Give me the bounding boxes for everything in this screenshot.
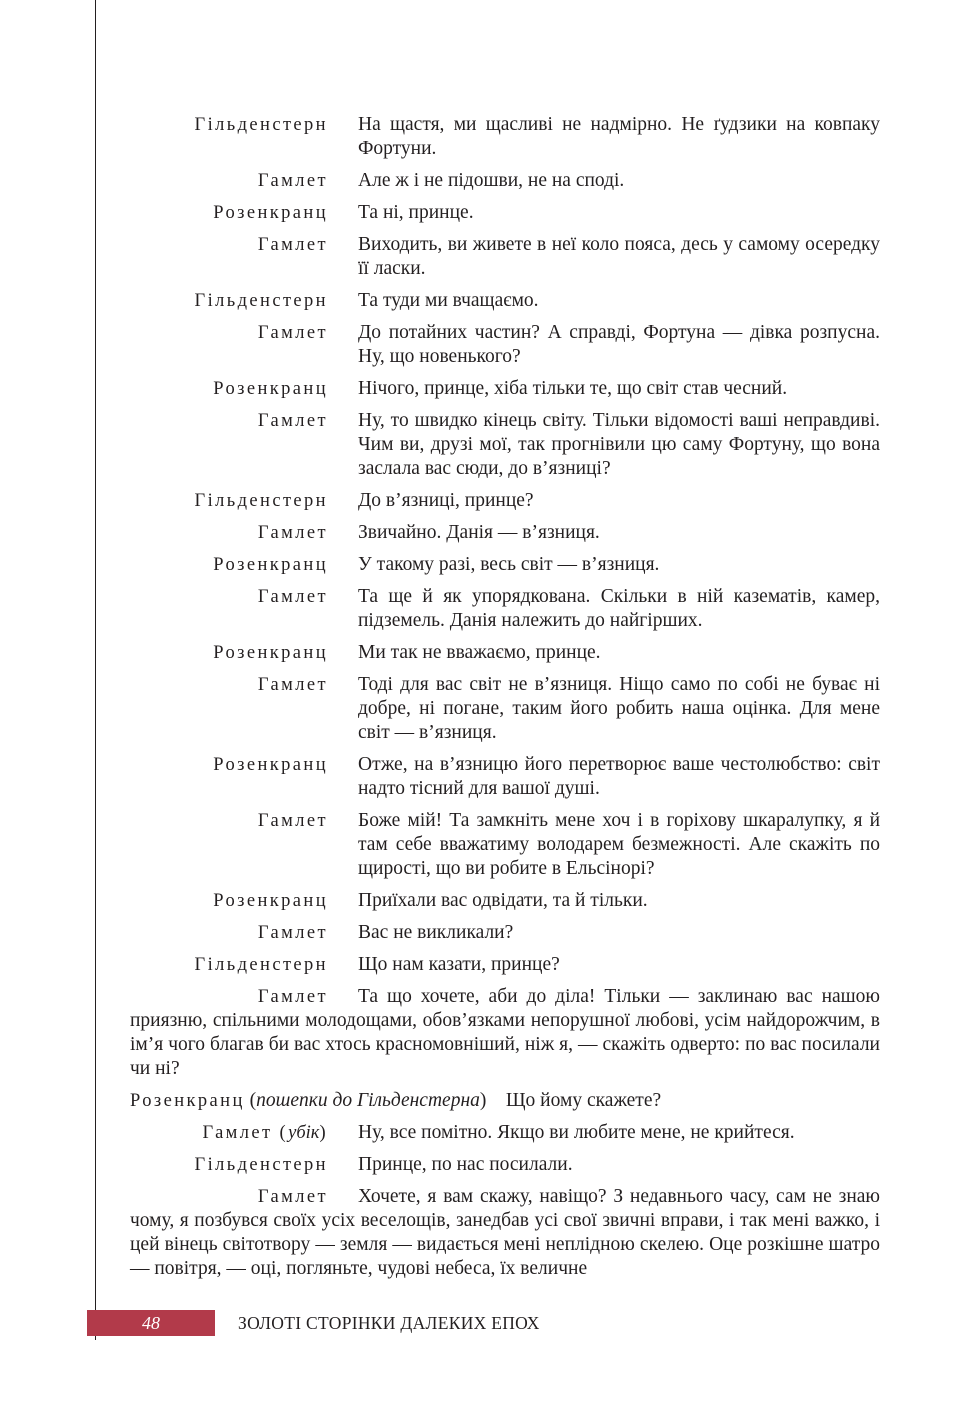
- speaker-name: Розенкранц: [213, 643, 328, 663]
- dialogue-row: [130, 921, 880, 945]
- speaker-name: Гамлет: [257, 675, 328, 695]
- dialogue-row: [130, 953, 880, 977]
- speech-text: Але ж і не підошви, не на споді.: [358, 170, 625, 191]
- speaker-name: Гамлет: [257, 235, 328, 255]
- dialogue-list-2: [130, 1121, 880, 1177]
- dialogue-row: [130, 113, 880, 161]
- speech-text: Виходить, ви живете в неї коло пояса, десь у самому осередку її ласки.: [358, 234, 880, 279]
- speech-text: У такому разі, весь світ — в’язниця.: [358, 554, 660, 575]
- speaker-name: Гільденстерн: [194, 1155, 328, 1175]
- speech-text: На щастя, ми щасливі не надмірно. Не ґудзики на ковпаку Фортуни.: [358, 114, 880, 159]
- speech-text: Та ще й як упорядкована. Скільки в ній казематів, камер, підземель. Данія належить до найгірших.: [358, 586, 880, 631]
- dialogue-row: [130, 169, 880, 193]
- speaker-name: Гамлет: [257, 411, 328, 431]
- speech-text: Отже, на в’язницю його перетворює ваше честолюбство: світ надто тісний для вашої душі.: [358, 754, 880, 799]
- speaker-name: Гамлет (убік): [202, 1123, 328, 1143]
- dialogue-row: [130, 641, 880, 665]
- dialogue-row: [130, 1121, 880, 1145]
- dialogue-row: [130, 201, 880, 225]
- hamlet-paragraph-1: [130, 985, 880, 1081]
- speaker-name: Гільденстерн: [194, 491, 328, 511]
- speaker-name: Гільденстерн: [194, 115, 328, 135]
- dialogue-row: [130, 489, 880, 513]
- speaker-name: Гамлет: [257, 923, 328, 943]
- running-footer-title: ЗОЛОТІ СТОРІНКИ ДАЛЕКИХ ЕПОХ: [238, 1313, 540, 1333]
- speech-text: Та ні, принце.: [358, 202, 474, 223]
- speech-text: Приїхали вас одвідати, та й тільки.: [358, 890, 648, 911]
- speaker-name: Гамлет: [257, 587, 328, 607]
- speech-text: Ми так не вважаємо, принце.: [358, 642, 601, 663]
- dialogue-list: [130, 113, 880, 977]
- speech-text: Та туди ми вчащаємо.: [358, 290, 539, 311]
- speaker-name: Гамлет: [257, 323, 328, 343]
- speech-text: До потайних частин? А справді, Фортуна — дівка розпусна. Ну, що новенького?: [358, 322, 880, 367]
- speaker-name: Розенкранц: [213, 755, 328, 775]
- stage-direction: пошепки до Гільденстерна: [256, 1090, 480, 1111]
- dialogue-row: [130, 585, 880, 633]
- speech-text: Принце, по нас посилали.: [358, 1154, 573, 1175]
- rosencrantz-aside-line: Розенкранц (пошепки до Гільденстерна) Що йому скажете?: [130, 1090, 662, 1111]
- dialogue-row: [130, 521, 880, 545]
- dialogue-row: [130, 1153, 880, 1177]
- speech-text: Тоді для вас світ не в’язниця. Ніщо само по собі не буває ні добре, ні погане, таким його робить наша оцінка. Для мене світ — в’язниця.: [358, 674, 880, 743]
- speaker-name: Гамлет: [257, 1187, 328, 1207]
- dialogue-row: [130, 889, 880, 913]
- speaker-name: Гамлет: [257, 811, 328, 831]
- speaker-name: Розенкранц: [213, 379, 328, 399]
- stage-direction: убік: [288, 1123, 320, 1143]
- speaker-name: Гамлет: [257, 171, 328, 191]
- speech-text: Боже мій! Та замкніть мене хоч і в горіхову шкаралупку, я й там себе вважатиму володарем безмежності. Але скажіть по щирості, що ви робите в Ельсінорі?: [358, 810, 880, 879]
- play-text: [130, 113, 880, 1289]
- speaker-name: Гільденстерн: [194, 955, 328, 975]
- speaker-name: Розенкранц: [213, 203, 328, 223]
- speech-text: До в’язниці, принце?: [358, 490, 534, 511]
- dialogue-row: [130, 753, 880, 801]
- dialogue-row: [130, 289, 880, 313]
- hamlet-paragraph-2: [130, 1185, 880, 1281]
- page-number: 48: [87, 1310, 215, 1336]
- speech-text: Звичайно. Данія — в’язниця.: [358, 522, 600, 543]
- dialogue-row: [130, 553, 880, 577]
- speaker-name: Розенкранц: [213, 891, 328, 911]
- speaker-name: Розенкранц: [130, 1091, 245, 1111]
- speaker-name: Гільденстерн: [194, 291, 328, 311]
- dialogue-row: [130, 673, 880, 745]
- dialogue-row: [130, 321, 880, 369]
- speech-text: Вас не викликали?: [358, 922, 514, 943]
- speech-text: Ну, все помітно. Якщо ви любите мене, не крийтеся.: [358, 1122, 795, 1143]
- speaker-name: Гамлет: [257, 987, 328, 1007]
- speaker-name: Гамлет: [257, 523, 328, 543]
- speech-text: Що нам казати, принце?: [358, 954, 560, 975]
- speaker-name: Розенкранц: [213, 555, 328, 575]
- dialogue-row: [130, 377, 880, 401]
- dialogue-row: [130, 809, 880, 881]
- margin-rule: [95, 0, 96, 1340]
- dialogue-row: [130, 233, 880, 281]
- speech-text: Нічого, принце, хіба тільки те, що світ став чесний.: [358, 378, 788, 399]
- speech-text: Ну, то швидко кінець світу. Тільки відомості ваші неправдиві. Чим ви, друзі мої, так прогнівили цю саму Фортуну, що вона заслала вас сюди, до в’язниці?: [358, 410, 880, 479]
- speech-text: Хочете, я вам скажу, навіщо? З недавнього часу, сам не знаю чому, я позбувся своїх усіх веселощів, занедбав усі свої звичні вправи, і так мені важко, і цей вінець світотвору — земля — видається мені неплідною скелею. Оце розкішне шатро — повітря, — оці, погляньте, чудові небеса, їх величне: [130, 1186, 880, 1279]
- dialogue-row: [130, 409, 880, 481]
- speech-text: Що йому скажете?: [505, 1090, 662, 1111]
- speech-text: Та що хочете, аби до діла! Тільки — заклинаю вас нашою приязню, спільними молодощами, обов’язками непорушної любові, усім найдорожчим, в ім’я чого благав би вас хтось красномовніший, ніж я, — скажіть одверто: по вас посилали чи ні?: [130, 986, 880, 1079]
